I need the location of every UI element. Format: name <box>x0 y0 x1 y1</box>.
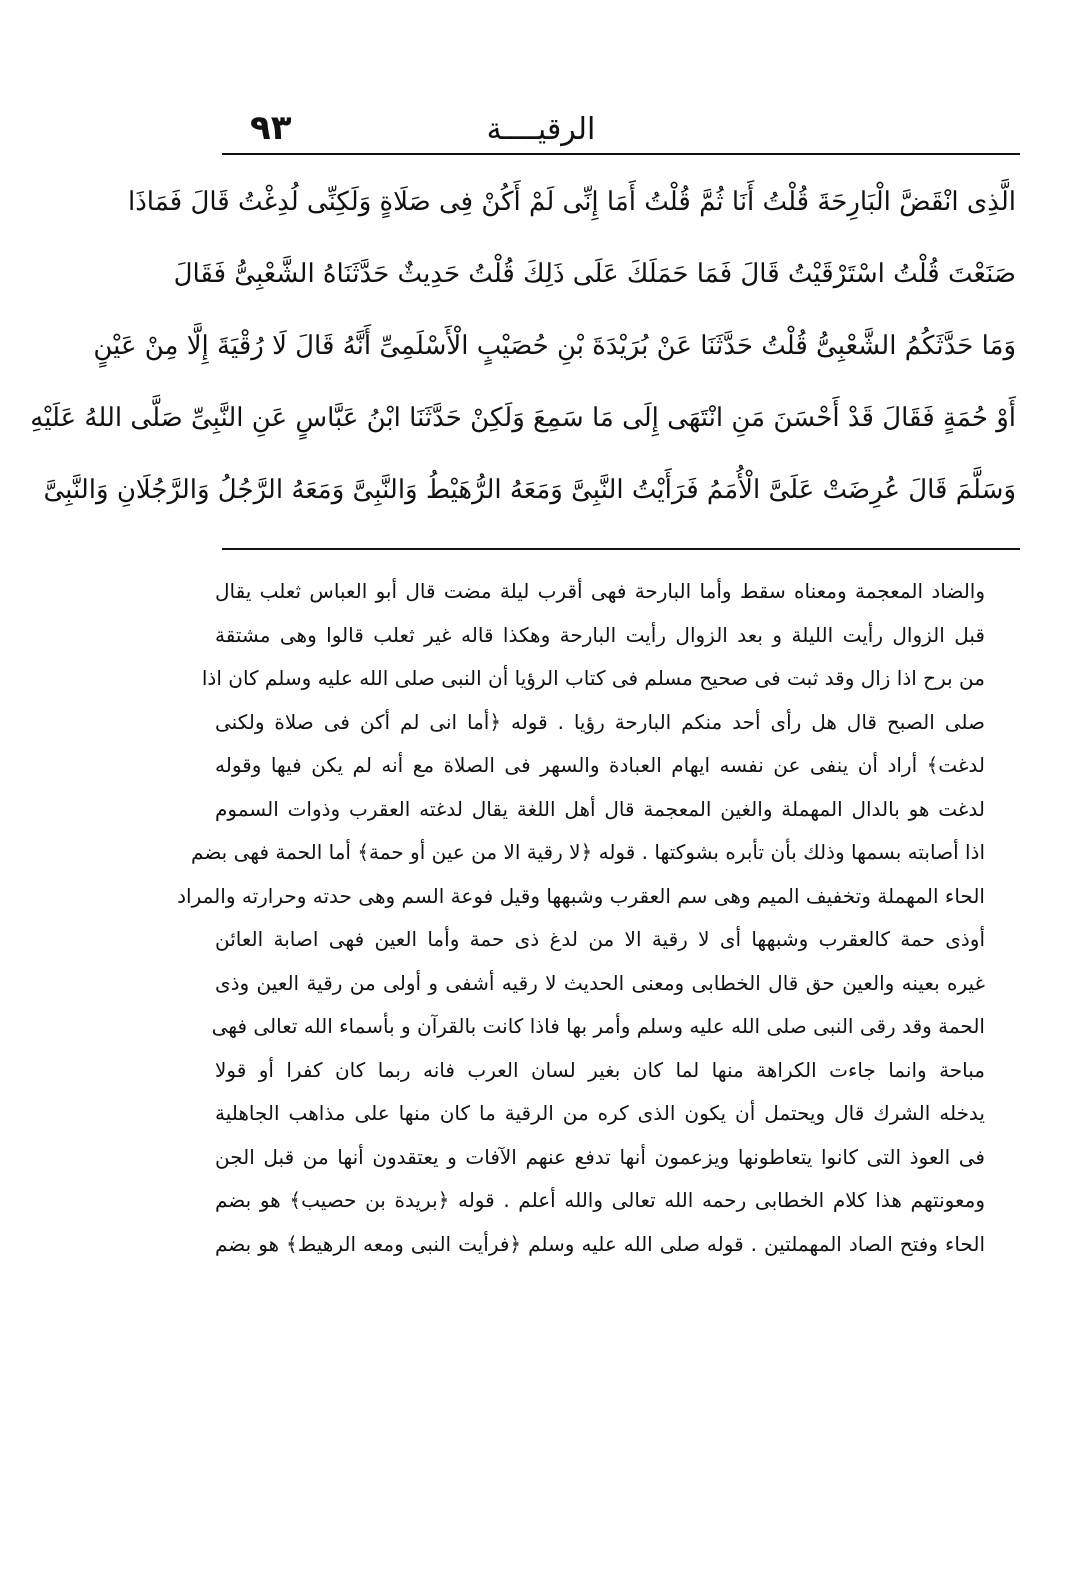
running-title: الرقيــــة <box>486 112 596 147</box>
commentary-line: الحاء وفتح الصاد المهملتين . قوله صلى الله عليه وسلم ﴿فرأيت النبى ومعه الرهيط﴾ هو بضم <box>215 1231 985 1256</box>
commentary-line: لدغت هو بالدال المهملة والغين المعجمة قال أهل اللغة يقال لدغته العقرب وذوات السموم <box>215 796 985 821</box>
commentary-line: غيره بعينه والعين حق قال الخطابى ومعنى الحديث لا رقيه أشفى و أولى من رقية العين وذى <box>215 970 985 995</box>
commentary-line: أوذى حمة كالعقرب وشبهها أى لا رقية الا من لدغ ذى حمة وأما العين فهى اصابة العائن <box>215 927 985 951</box>
hadith-text <box>30 166 1016 526</box>
hadith-line: أَوْ حُمَةٍ فَقَالَ قَدْ أَحْسَنَ مَنِ انْتَهَى إِلَى مَا سَمِعَ وَلَكِنْ حَدَّثَنَا ابْنُ عَبَّاسٍ عَنِ النَّبِىِّ صَلَّى اللهُ عَلَيْهِ <box>30 403 1016 433</box>
commentary-text <box>177 570 985 1266</box>
commentary-line: يدخله الشرك قال ويحتمل أن يكون الذى كره من الرقية ما كان منها على مذاهب الجاهلية <box>215 1101 985 1125</box>
commentary-line: صلى الصبح قال هل رأى أحد منكم البارحة رؤيا . قوله ﴿أما انى لم أكن فى صلاة ولكنى <box>215 709 985 734</box>
hadith-line: وَسَلَّمَ قَالَ عُرِضَتْ عَلَىَّ الْأُمَمُ فَرَأَيْتُ النَّبِىَّ وَمَعَهُ الرُّهَيْطُ وَالنَّبِىَّ وَمَعَهُ الرَّجُلُ وَالرَّجُلَانِ وَالنَّبِىَّ <box>43 475 1016 505</box>
commentary-line: فى العوذ التى كانوا يتعاطونها ويزعمون أنها تدفع عنهم الآفات و يعتقدون أنها من قبل الجن <box>215 1144 985 1169</box>
commentary-line: من برح اذا زال وقد ثبت فى صحيح مسلم فى كتاب الرؤيا أن النبى صلى الله عليه وسلم كان اذا <box>201 666 985 690</box>
commentary-line: قبل الزوال رأيت الليلة و بعد الزوال رأيت البارحة وهكذا قاله غير ثعلب قالوا وهى مشتقة <box>215 622 985 647</box>
hadith-line: الَّذِى انْقَضَّ الْبَارِحَةَ قُلْتُ أَنَا ثُمَّ قُلْتُ أَمَا إِنِّى لَمْ أَكُنْ فِى صَلَاةٍ وَلَكِنِّى لُدِغْتُ قَالَ فَمَاذَا <box>128 187 1016 217</box>
commentary-line: الحمة وقد رقى النبى صلى الله عليه وسلم وأمر بها فاذا كانت بالقرآن و بأسماء الله تعالى فهى <box>211 1014 985 1038</box>
page-number: ٩٣ <box>250 108 292 148</box>
commentary-line: مباحة وانما جاءت الكراهة منها لما كان بغير لسان العرب فانه ربما كان كفرا أو قولا <box>215 1057 985 1082</box>
hadith-line: صَنَعْتَ قُلْتُ اسْتَرْقَيْتُ قَالَ فَمَا حَمَلَكَ عَلَى ذَلِكَ قُلْتُ حَدِيثٌ حَدَّثَنَاهُ الشَّعْبِىُّ فَقَالَ <box>173 259 1016 289</box>
commentary-line: ومعونتهم هذا كلام الخطابى رحمه الله تعالى والله أعلم . قوله ﴿بريدة بن حصيب﴾ هو بضم <box>215 1188 985 1212</box>
commentary-line: اذا أصابته بسمها وذلك بأن تأبره بشوكتها . قوله ﴿لا رقية الا من عين أو حمة﴾ أما الحمة فهى بضم <box>191 840 985 864</box>
hadith-line: وَمَا حَدَّثَكُمُ الشَّعْبِىُّ قُلْتُ حَدَّثَنَا عَنْ بُرَيْدَةَ بْنِ حُصَيْبٍ الْأَسْلَمِىِّ أَنَّهُ قَالَ لَا رُقْيَةَ إِلَّا مِنْ عَيْنٍ <box>93 331 1016 361</box>
commentary-line: والضاد المعجمة ومعناه سقط وأما البارحة فهى أقرب ليلة مضت قال أبو العباس ثعلب يقال <box>215 579 985 603</box>
commentary-line: الحاء المهملة وتخفيف الميم وهى سم العقرب وشبهها وقيل فوعة السم وهى حدته وحرارته والمراد <box>177 883 985 908</box>
separator-rule <box>222 548 1020 550</box>
commentary-line: لدغت﴾ أراد أن ينفى عن نفسه ايهام العبادة والسهر فى الصلاة مع أنه لم يكن فيها وقوله <box>215 753 985 777</box>
header-rule <box>222 153 1020 155</box>
